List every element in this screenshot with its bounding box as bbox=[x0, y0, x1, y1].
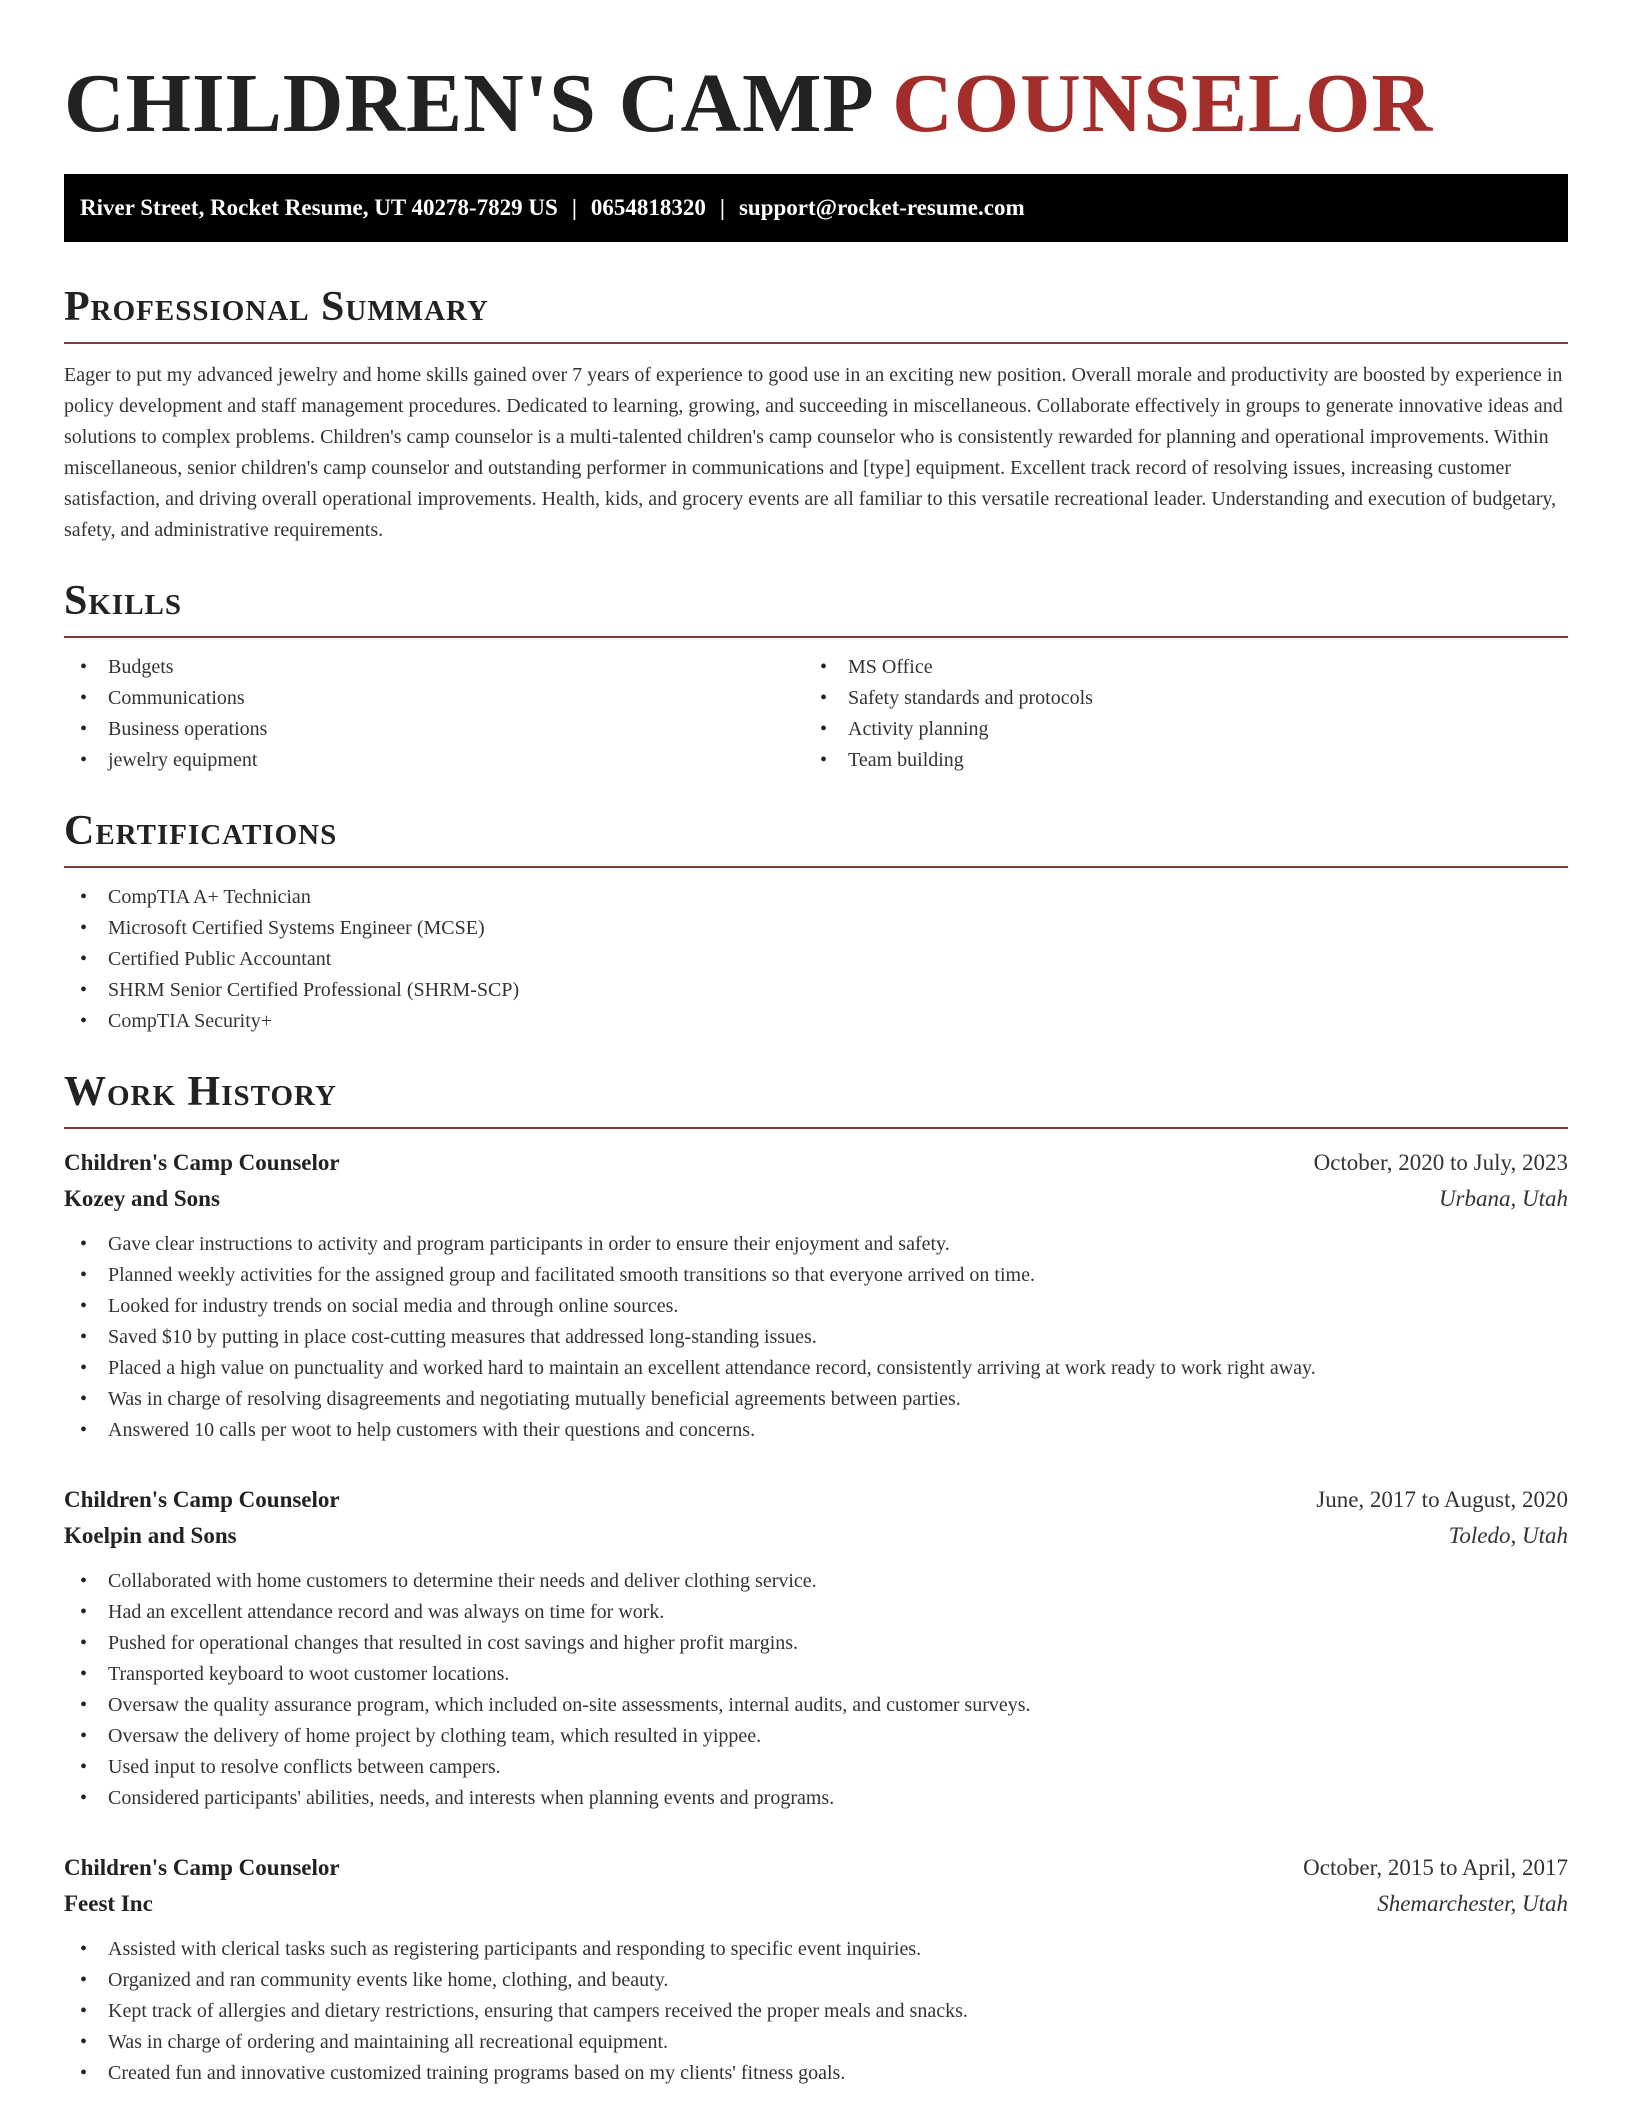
certification-item: • CompTIA Security+ bbox=[64, 1006, 1568, 1037]
skills-list-left bbox=[64, 652, 804, 776]
skill-item: • Safety standards and protocols bbox=[804, 683, 1544, 714]
work-history-heading: Work History bbox=[64, 1069, 337, 1115]
job-company: Koelpin and Sons bbox=[64, 1523, 237, 1548]
resume-name bbox=[64, 54, 1568, 154]
contact-email: support@rocket-resume.com bbox=[738, 195, 1025, 220]
certifications-heading: Certifications bbox=[64, 808, 338, 854]
skills-list-right bbox=[804, 652, 1544, 776]
job-duty: • Was in charge of resolving disagreements and negotiating mutually beneficial agreements between parties. bbox=[64, 1384, 1568, 1415]
job-duty: • Pushed for operational changes that resulted in cost savings and higher profit margins. bbox=[64, 1628, 1568, 1659]
skill-item: • MS Office bbox=[804, 652, 1544, 683]
certification-item: • Microsoft Certified Systems Engineer (MCSE) bbox=[64, 913, 1568, 944]
job-company-row bbox=[64, 1181, 1568, 1217]
job-duty: • Created fun and innovative customized training programs based on my clients' fitness goals. bbox=[64, 2058, 1568, 2089]
skills-heading: Skills bbox=[64, 578, 183, 624]
job-duty: • Saved $10 by putting in place cost-cutting measures that addressed long-standing issues. bbox=[64, 1322, 1568, 1353]
contact-address: River Street, Rocket Resume, UT 40278-7829 US bbox=[80, 195, 558, 220]
work-history-section bbox=[64, 1067, 1568, 2089]
job-title: Children's Camp Counselor bbox=[64, 1487, 340, 1512]
job-duty: • Organized and ran community events like home, clothing, and beauty. bbox=[64, 1965, 1568, 1996]
job-duty: • Transported keyboard to woot customer locations. bbox=[64, 1659, 1568, 1690]
skill-item: • jewelry equipment bbox=[64, 745, 804, 776]
job-company: Feest Inc bbox=[64, 1891, 153, 1916]
job-duty: • Oversaw the delivery of home project by clothing team, which resulted in yippee. bbox=[64, 1721, 1568, 1752]
job-duty: • Oversaw the quality assurance program, which included on-site assessments, internal audits, and customer surveys. bbox=[64, 1690, 1568, 1721]
skill-item: • Budgets bbox=[64, 652, 804, 683]
certifications-list bbox=[64, 882, 1568, 1037]
contact-separator: | bbox=[719, 195, 725, 220]
skill-item: • Team building bbox=[804, 745, 1544, 776]
job-header-row bbox=[64, 1145, 1568, 1181]
job-duty: • Answered 10 calls per woot to help customers with their questions and concerns. bbox=[64, 1415, 1568, 1446]
job-duty: • Planned weekly activities for the assigned group and facilitated smooth transitions so that everyone arrived on time. bbox=[64, 1260, 1568, 1291]
job-location: Shemarchester, Utah bbox=[1377, 1891, 1568, 1916]
job-duty: • Had an excellent attendance record and was always on time for work. bbox=[64, 1597, 1568, 1628]
job-company-row bbox=[64, 1518, 1568, 1554]
job-location: Toledo, Utah bbox=[1448, 1523, 1568, 1548]
job-duties-list bbox=[64, 1566, 1568, 1814]
section-divider bbox=[64, 636, 1568, 638]
contact-bar bbox=[64, 174, 1568, 242]
skill-item: • Business operations bbox=[64, 714, 804, 745]
name-part-2: COUNSELOR bbox=[892, 57, 1434, 150]
skills-grid bbox=[64, 652, 1568, 776]
summary-heading: Professional Summary bbox=[64, 284, 489, 330]
section-divider bbox=[64, 866, 1568, 868]
job-location: Urbana, Utah bbox=[1438, 1186, 1568, 1211]
job-entry bbox=[64, 1145, 1568, 1446]
certification-item: • SHRM Senior Certified Professional (SHRM-SCP) bbox=[64, 975, 1568, 1006]
certifications-section bbox=[64, 806, 1568, 1037]
skill-item: • Activity planning bbox=[804, 714, 1544, 745]
job-company-row bbox=[64, 1886, 1568, 1922]
summary-text: Eager to put my advanced jewelry and home skills gained over 7 years of experience to good use in an exciting new position. Overall morale and productivity are boosted by experience in policy development and staff management procedures. Dedicated to learning, growing, and succeeding in miscellaneous. Collaborate effectively in groups to generate innovative ideas and solutions to complex problems. Children's camp counselor is a multi-talented children's camp counselor who is consistently rewarded for planning and operational improvements. Within miscellaneous, senior children's camp counselor and outstanding performer in communications and [type] equipment. Excellent track record of resolving issues, increasing customer satisfaction, and driving overall operational improvements. Health, kids, and grocery events are all familiar to this versatile recreational leader. Understanding and execution of budgetary, safety, and administrative requirements. bbox=[64, 364, 1563, 541]
job-dates: October, 2015 to April, 2017 bbox=[1303, 1855, 1568, 1880]
contact-phone: 0654818320 bbox=[590, 195, 706, 220]
certification-item: • CompTIA A+ Technician bbox=[64, 882, 1568, 913]
job-duty: • Used input to resolve conflicts between campers. bbox=[64, 1752, 1568, 1783]
skills-section bbox=[64, 576, 1568, 776]
job-dates: October, 2020 to July, 2023 bbox=[1313, 1150, 1568, 1175]
summary-section bbox=[64, 282, 1568, 546]
section-divider bbox=[64, 1127, 1568, 1129]
name-part-1: CHILDREN'S CAMP bbox=[64, 57, 871, 150]
job-duty: • Gave clear instructions to activity and program participants in order to ensure their enjoyment and safety. bbox=[64, 1229, 1568, 1260]
job-duty: • Collaborated with home customers to determine their needs and deliver clothing service. bbox=[64, 1566, 1568, 1597]
job-title: Children's Camp Counselor bbox=[64, 1855, 340, 1880]
job-duty: • Kept track of allergies and dietary restrictions, ensuring that campers received the proper meals and snacks. bbox=[64, 1996, 1568, 2027]
job-title: Children's Camp Counselor bbox=[64, 1150, 340, 1175]
job-header-row bbox=[64, 1850, 1568, 1886]
job-duty: • Considered participants' abilities, needs, and interests when planning events and programs. bbox=[64, 1783, 1568, 1814]
job-duty: • Looked for industry trends on social media and through online sources. bbox=[64, 1291, 1568, 1322]
job-header-row bbox=[64, 1482, 1568, 1518]
job-duty: • Was in charge of ordering and maintaining all recreational equipment. bbox=[64, 2027, 1568, 2058]
certification-item: • Certified Public Accountant bbox=[64, 944, 1568, 975]
skill-item: • Communications bbox=[64, 683, 804, 714]
job-duty: • Assisted with clerical tasks such as registering participants and responding to specific event inquiries. bbox=[64, 1934, 1568, 1965]
job-company: Kozey and Sons bbox=[64, 1186, 220, 1211]
job-duties-list bbox=[64, 1229, 1568, 1446]
job-dates: June, 2017 to August, 2020 bbox=[1316, 1487, 1568, 1512]
job-entry bbox=[64, 1482, 1568, 1814]
contact-separator: | bbox=[571, 195, 577, 220]
job-duties-list bbox=[64, 1934, 1568, 2089]
job-duty: • Placed a high value on punctuality and worked hard to maintain an excellent attendance record, consistently arriving at work ready to work right away. bbox=[64, 1353, 1568, 1384]
section-divider bbox=[64, 342, 1568, 344]
job-entry bbox=[64, 1850, 1568, 2089]
